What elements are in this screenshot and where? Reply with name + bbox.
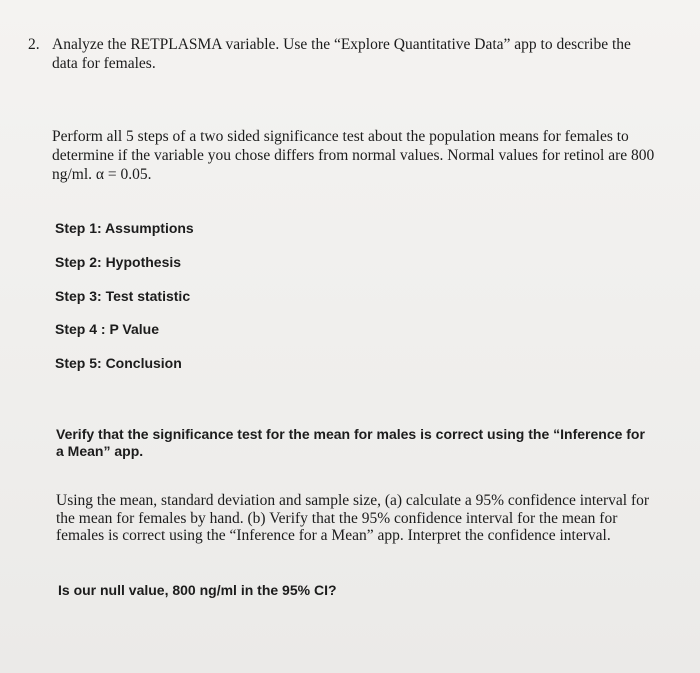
step-2: Step 2: Hypothesis xyxy=(55,254,182,270)
verify-paragraph: Verify that the significance test for the mean for males is correct using the “Inference for a Mean” app. xyxy=(56,426,645,459)
step-3: Step 3: Test statistic xyxy=(55,288,191,304)
confidence-interval-paragraph: Using the mean, standard deviation and sample size, (a) calculate a 95% confidence interval for the mean for females by hand. (b) Verify that the 95% confidence interval for the mean for females is correct using the “Inference for a Mean” app. Interpret the confidence interval. xyxy=(56,492,650,544)
null-value-question: Is our null value, 800 ng/ml in the 95% CI? xyxy=(58,582,337,598)
question-text: Analyze the RETPLASMA variable. Use the “Explore Quantitative Data” app to describe the data for females. xyxy=(52,36,631,72)
step-4: Step 4 : P Value xyxy=(55,321,160,337)
question-number: 2. xyxy=(28,36,40,53)
intro-paragraph: Perform all 5 steps of a two sided significance test about the population means for females to determine if the variable you chose differs from normal values. Normal values for retinol are 800 ng/ml. α = 0.05. xyxy=(52,128,655,183)
step-1: Step 1: Assumptions xyxy=(55,220,194,236)
step-5: Step 5: Conclusion xyxy=(55,355,182,371)
